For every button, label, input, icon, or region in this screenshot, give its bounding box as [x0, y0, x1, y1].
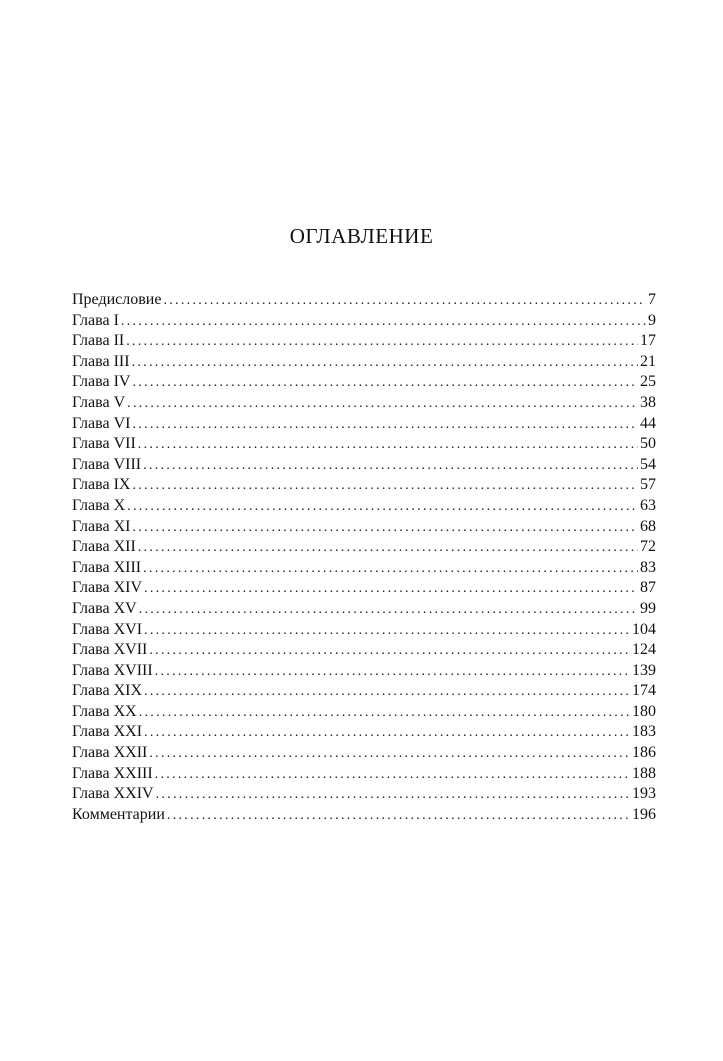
toc-leader-dots — [121, 312, 646, 332]
toc-leader-dots — [143, 456, 638, 476]
toc-entry-label: Глава II — [72, 332, 125, 350]
toc-entry-label: Глава IX — [72, 476, 131, 494]
toc-entry-page-number: 63 — [640, 496, 656, 514]
toc-leader-dots — [167, 806, 630, 826]
toc-entry-label: Глава XVIII — [72, 661, 153, 679]
toc-entry-page-number: 174 — [632, 682, 656, 700]
toc-entry-label: Глава XI — [72, 517, 131, 535]
toc-entry-label: Комментарии — [72, 805, 165, 823]
toc-entry — [72, 434, 656, 455]
toc-leader-dots — [149, 744, 630, 764]
toc-entry-label: Глава XXII — [72, 744, 148, 762]
toc-entry-page-number: 99 — [640, 599, 656, 617]
toc-entry — [72, 620, 656, 641]
toc-entry — [72, 414, 656, 435]
toc-entry-page-number: 17 — [640, 332, 656, 350]
toc-entry-label: Глава XVI — [72, 620, 143, 638]
toc-entry-page-number: 9 — [648, 311, 656, 329]
toc-entry — [72, 537, 656, 558]
toc-entry — [72, 393, 656, 414]
toc-entry-page-number: 180 — [632, 702, 656, 720]
toc-entry-page-number: 124 — [632, 641, 656, 659]
toc-leader-dots — [144, 682, 630, 702]
toc-entry-page-number: 7 — [648, 291, 656, 308]
toc-leader-dots — [144, 621, 630, 641]
toc-entry-label: Глава III — [72, 352, 130, 370]
toc-entry — [72, 805, 656, 826]
toc-entry-page-number: 183 — [632, 723, 656, 741]
toc-leader-dots — [132, 415, 638, 435]
toc-leader-dots — [138, 435, 638, 455]
toc-leader-dots — [163, 291, 646, 311]
toc-entry-label: Глава XII — [72, 538, 136, 556]
toc-entry-page-number: 38 — [640, 393, 656, 411]
toc-entry — [72, 372, 656, 393]
toc-entry-page-number: 139 — [632, 661, 656, 679]
toc-entry-label: Глава X — [72, 496, 126, 514]
toc-leader-dots — [138, 538, 638, 558]
toc-entry — [72, 764, 656, 785]
toc-entry-label: Глава I — [72, 311, 119, 329]
toc-entry — [72, 784, 656, 805]
toc-entry-page-number: 57 — [640, 476, 656, 494]
toc-entry-label: Глава XXI — [72, 723, 143, 741]
toc-entry-label: Глава VII — [72, 435, 136, 453]
toc-entry-page-number: 186 — [632, 744, 656, 762]
toc-entry-label: Глава XX — [72, 702, 137, 720]
toc-entry-page-number: 68 — [640, 517, 656, 535]
toc-entry-page-number: 25 — [640, 373, 656, 391]
toc-entry — [72, 640, 656, 661]
toc-leader-dots — [144, 723, 630, 743]
toc-entry-label: Глава XXIV — [72, 785, 154, 803]
toc-entry-label: Глава XIII — [72, 558, 142, 576]
toc-entry-page-number: 188 — [632, 764, 656, 782]
toc-entry-label: Глава XIV — [72, 579, 143, 597]
toc-entry-page-number: 87 — [640, 579, 656, 597]
toc-entry-label: Глава VI — [72, 414, 131, 432]
toc-entry — [72, 599, 656, 620]
toc-entry-page-number: 50 — [640, 435, 656, 453]
toc-entry — [72, 331, 656, 352]
toc-entry — [72, 290, 656, 311]
toc-entry — [72, 743, 656, 764]
toc-leader-dots — [126, 332, 638, 352]
toc-entry-page-number: 83 — [640, 558, 656, 576]
toc-entry — [72, 558, 656, 579]
toc-leader-dots — [139, 600, 638, 620]
toc-entry-page-number: 54 — [640, 455, 656, 473]
toc-entry-page-number: 72 — [640, 538, 656, 556]
toc-entry-label: Глава XXIII — [72, 764, 153, 782]
toc-leader-dots — [156, 785, 630, 805]
toc-entry-label: Глава XVII — [72, 641, 148, 659]
toc-entry-page-number: 104 — [632, 620, 656, 638]
toc-leader-dots — [149, 641, 630, 661]
toc-entry — [72, 455, 656, 476]
toc-leader-dots — [139, 703, 630, 723]
toc-entry-label: Глава V — [72, 393, 126, 411]
toc-leader-dots — [127, 394, 638, 414]
toc-entry — [72, 661, 656, 682]
toc-entry-page-number: 196 — [632, 805, 656, 823]
toc-leader-dots — [132, 518, 638, 538]
toc-entry — [72, 702, 656, 723]
toc-leader-dots — [127, 497, 638, 517]
toc-leader-dots — [132, 476, 638, 496]
toc-leader-dots — [155, 662, 630, 682]
toc-entry-page-number: 193 — [632, 785, 656, 803]
toc-leader-dots — [143, 559, 638, 579]
toc-entry-page-number: 21 — [640, 352, 656, 370]
toc-entry — [72, 352, 656, 373]
toc-entry-label: Глава XV — [72, 599, 137, 617]
toc-leader-dots — [132, 353, 638, 373]
toc-entry — [72, 517, 656, 538]
toc-entry — [72, 578, 656, 599]
toc-entry-page-number: 44 — [640, 414, 656, 432]
toc-entry-label: Предисловие — [72, 291, 162, 308]
toc-entry — [72, 496, 656, 517]
toc-leader-dots — [132, 373, 638, 393]
toc-entry — [72, 475, 656, 496]
toc-entry-label: Глава VIII — [72, 455, 142, 473]
toc-leader-dots — [155, 765, 630, 785]
toc-leader-dots — [144, 579, 638, 599]
toc-entry — [72, 681, 656, 702]
toc-entry — [72, 311, 656, 332]
toc-title: ОГЛАВЛЕНИЕ — [289, 224, 434, 248]
toc-list — [72, 290, 656, 825]
toc-entry — [72, 722, 656, 743]
toc-entry-label: Глава XIX — [72, 682, 143, 700]
toc-entry-label: Глава IV — [72, 373, 131, 391]
